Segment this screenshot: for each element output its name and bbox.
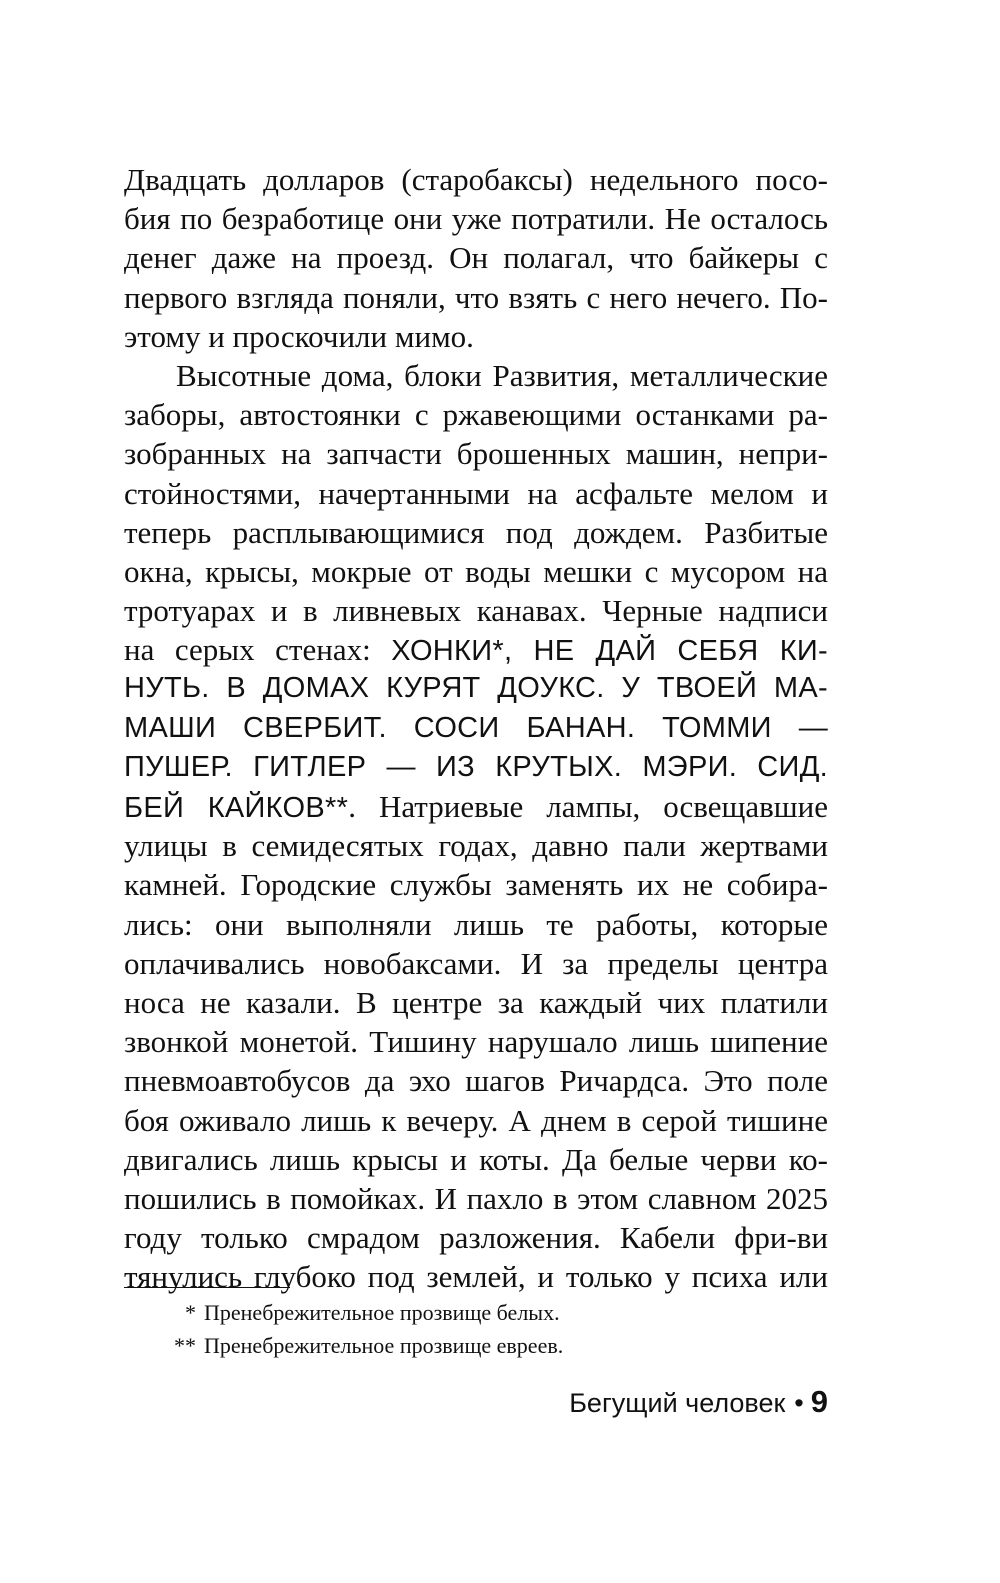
text-line: двигались лишь крысы и коты. Да белые черви ко- bbox=[124, 1141, 828, 1177]
text-line: первого взгляда поняли, что взять с него нечего. По- bbox=[124, 279, 828, 315]
text-line: этому и проскочили мимо. bbox=[124, 318, 474, 354]
text-line: зобранных на запчасти брошенных машин, непри- bbox=[124, 436, 828, 472]
text-line: оплачивались новобаксами. И за пределы центра bbox=[124, 945, 828, 981]
body-text bbox=[124, 160, 828, 1296]
footnote-mark: * bbox=[185, 1300, 196, 1325]
text-run: . Натриевые лампы, освещавшие bbox=[348, 789, 829, 824]
text-line: пневмоавтобусов да эхо шагов Ричардса. Это поле bbox=[124, 1063, 828, 1099]
graffiti-text: ХОНКИ*, НЕ ДАЙ СЕБЯ КИ- bbox=[391, 635, 828, 668]
footnote-text: Пренебрежительное прозвище белых. bbox=[204, 1300, 560, 1325]
text-line: окна, крысы, мокрые от воды мешки с мусором на bbox=[124, 553, 828, 589]
page-number: 9 bbox=[810, 1384, 828, 1419]
running-footer bbox=[569, 1384, 828, 1421]
text-line: тротуарах и в ливневых канавах. Черные надписи bbox=[124, 593, 828, 629]
graffiti-line: ПУШЕР. ГИТЛЕР — ИЗ КРУТЫХ. МЭРИ. СИД. bbox=[124, 750, 828, 783]
footnote-divider bbox=[124, 1287, 290, 1288]
text-line: Двадцать долларов (старобаксы) недельного посо- bbox=[124, 162, 828, 197]
bullet-separator: • bbox=[794, 1388, 804, 1418]
text-line: лись: они выполняли лишь те работы, которые bbox=[124, 906, 828, 942]
text-line: боя оживало лишь к вечеру. А днем в серой тишине bbox=[124, 1102, 828, 1138]
text-run: на серых стенах: bbox=[124, 632, 392, 668]
text-line: носа не казали. В центре за каждый чих платили bbox=[124, 984, 828, 1020]
text-line: денег даже на проезд. Он полагал, что байкеры с bbox=[124, 240, 828, 276]
footnote bbox=[124, 1329, 828, 1362]
text-line: заборы, автостоянки с ржавеющими останками ра- bbox=[124, 397, 828, 433]
text-line: стойностями, начертанными на асфальте мелом и bbox=[124, 475, 828, 511]
text-line: теперь расплывающимися под дождем. Разбитые bbox=[124, 514, 828, 550]
graffiti-line: НУТЬ. В ДОМАХ КУРЯТ ДОУКС. У ТВОЕЙ МА- bbox=[124, 672, 828, 705]
text-line: пошились в помойках. И пахло в этом славном 2025 bbox=[124, 1180, 828, 1216]
text-line: звонкой монетой. Тишину нарушало лишь шипение bbox=[124, 1024, 828, 1060]
footnote-mark: ** bbox=[174, 1333, 196, 1358]
paragraph-start-line: Высотные дома, блоки Развития, металлические bbox=[176, 357, 828, 393]
text-line bbox=[124, 630, 828, 669]
footnote-text: Пренебрежительное прозвище евреев. bbox=[204, 1333, 564, 1358]
footnote bbox=[124, 1296, 828, 1329]
text-line: улицы в семидесятых годах, давно пали жертвами bbox=[124, 828, 828, 864]
footnotes bbox=[124, 1296, 828, 1362]
text-line: бия по безработице они уже потратили. Не осталось bbox=[124, 201, 828, 237]
graffiti-line: МАШИ СВЕРБИТ. СОСИ БАНАН. ТОММИ — bbox=[124, 711, 828, 744]
text-line: году только смрадом разложения. Кабели фри-ви bbox=[124, 1220, 828, 1256]
text-line: тянулись глубоко под землей, и только у психа или bbox=[124, 1259, 828, 1295]
text-line: камней. Городские службы заменять их не собира- bbox=[124, 867, 828, 903]
book-title: Бегущий человек bbox=[569, 1388, 786, 1418]
graffiti-text: БЕЙ КАЙКОВ** bbox=[124, 792, 349, 824]
text-line bbox=[124, 787, 828, 826]
